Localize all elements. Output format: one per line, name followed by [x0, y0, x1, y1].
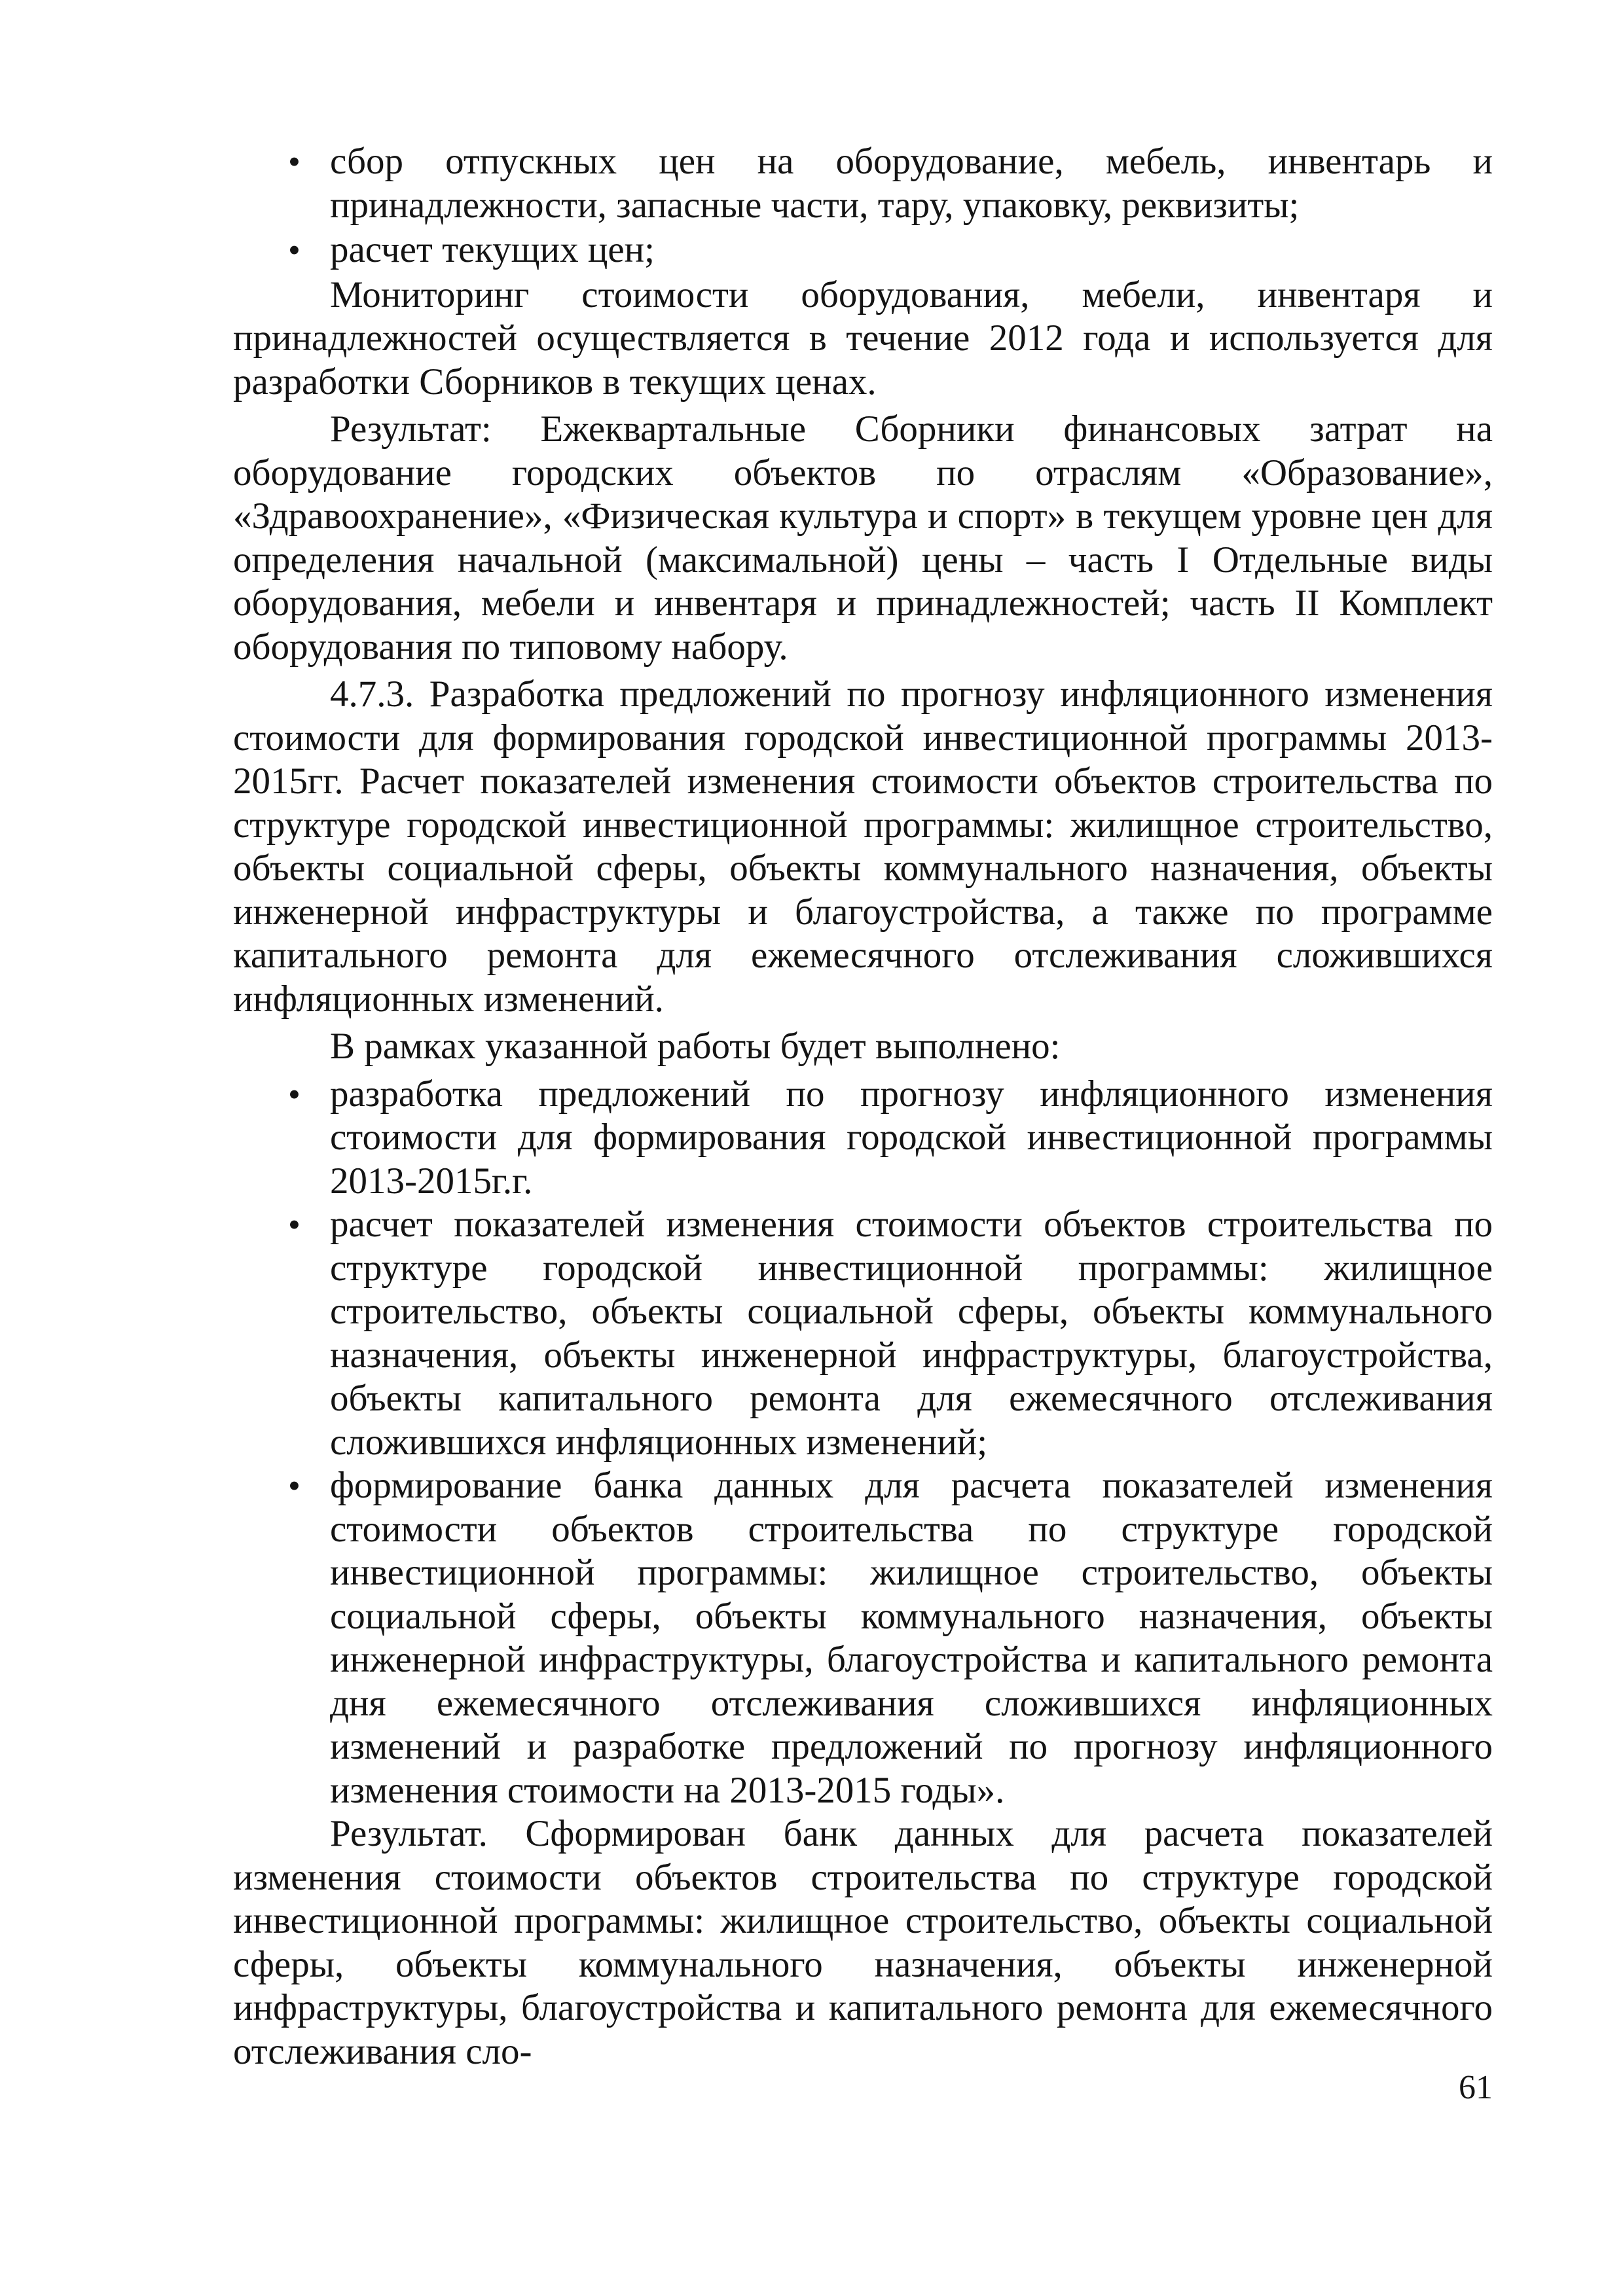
paragraph-monitoring: Мониторинг стоимости оборудования, мебели, инвентаря и принадлежностей осуществляется в течение 2012 года и используется для разработки Сборников в текущих ценах.: [233, 274, 1493, 403]
page-number: 61: [1459, 2069, 1493, 2106]
bullet-list-work: [233, 1073, 1493, 1813]
document-page: [233, 140, 1493, 2073]
list-item: • расчет текущих цен;: [233, 228, 1493, 272]
list-item: • разработка предложений по прогнозу инфляционного изменения стоимости для формирования городской инвестиционной программы 2013-2015г.г.: [233, 1073, 1493, 1204]
paragraph-result-2: Результат. Сформирован банк данных для расчета показателей изменения стоимости объектов строительства по структуре городской инвестиционной программы: жилищное строительство, объекты социальной сферы, объекты коммунального назначения, объекты инженерной инфраструктуры, благоустройства и капитального ремонта для ежемесячного отслеживания сло-: [233, 1813, 1493, 2072]
list-item: • расчет показателей изменения стоимости объектов строительства по структуре городской инвестиционной программы: жилищное строительство, объекты социальной сферы, объекты коммунального назначения, объекты инженерной инфраструктуры, благоустройства, объекты капитального ремонта для ежемесячного отслеживания сложившихся инфляционных изменений;: [233, 1203, 1493, 1464]
list-item: • сбор отпускных цен на оборудование, мебель, инвентарь и принадлежности, запасные части, тару, упаковку, реквизиты;: [233, 140, 1493, 227]
paragraph-within-work: В рамках указанной работы будет выполнено:: [330, 1026, 1061, 1067]
paragraph-section-4-7-3: 4.7.3. Разработка предложений по прогнозу инфляционного изменения стоимости для формирования городской инвестиционной программы 2013-2015гг. Расчет показателей изменения стоимости объектов строительства по структуре городской инвестиционной программы: жилищное строительство, объекты социальной сферы, объекты коммунального назначения, объекты инженерной инфраструктуры и благоустройства, а также по программе капитального ремонта для ежемесячного отслеживания сложившихся инфляционных изменений.: [233, 673, 1493, 1020]
paragraph-result-1: Результат: Ежеквартальные Сборники финансовых затрат на оборудование городских объектов по отраслям «Образование», «Здравоохранение», «Физическая культура и спорт» в текущем уровне цен для определения начальной (максимальной) цены – часть I Отдельные виды оборудования, мебели и инвентаря и принадлежностей; часть II Комплект оборудования по типовому набору.: [233, 408, 1493, 668]
list-item: • формирование банка данных для расчета показателей изменения стоимости объектов строительства по структуре городской инвестиционной программы: жилищное строительство, объекты социальной сферы, объекты коммунального назначения, объекты инженерной инфраструктуры, благоустройства и капитального ремонта дня ежемесячного отслеживания сложившихся инфляционных изменений и разработке предложений по прогнозу инфляционного изменения стоимости на 2013-2015 годы».: [233, 1464, 1493, 1812]
bullet-list-top: [233, 140, 1493, 272]
